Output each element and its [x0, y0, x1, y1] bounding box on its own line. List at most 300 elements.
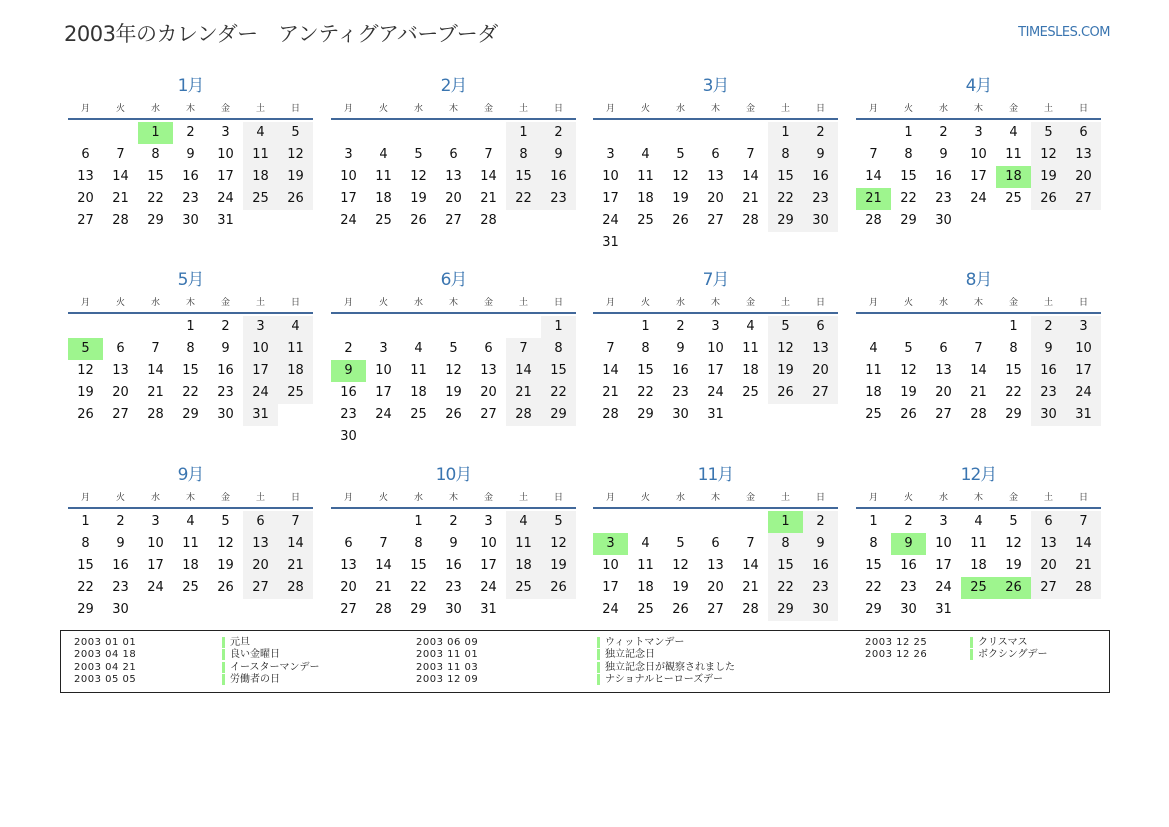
day-cell: 14 [112, 169, 129, 184]
weekday-label: 月 [343, 103, 353, 114]
holiday-column-2 [416, 636, 735, 686]
day-cell: 1 [186, 319, 195, 334]
day-cell: 15 [541, 360, 576, 382]
day-cell: 26 [672, 602, 689, 617]
week-row [68, 188, 313, 210]
empty-day-cell [733, 511, 768, 533]
day-cell: 17 [970, 169, 987, 184]
week-row [593, 188, 838, 210]
day-cell: 4 [186, 514, 195, 529]
day-cell: 21 [147, 385, 164, 400]
day-cell: 7 [506, 338, 541, 360]
weekday-label: 水 [150, 492, 160, 503]
empty-day-cell [803, 404, 838, 426]
day-cell: 26 [900, 407, 917, 422]
week-row [593, 599, 838, 621]
day-cell: 26 [1031, 188, 1066, 210]
day-cell: 23 [935, 191, 952, 206]
day-cell: 16 [112, 558, 129, 573]
week-row [856, 511, 1101, 533]
holiday-column-3 [865, 636, 1048, 661]
weekday-label: 火 [378, 297, 388, 308]
day-cell: 12 [1031, 144, 1066, 166]
weekday-label: 火 [115, 492, 125, 503]
empty-day-cell [628, 232, 663, 254]
weekday-label: 水 [938, 103, 948, 114]
month-title: 7月 [702, 270, 729, 290]
header-rule [593, 507, 838, 509]
weekday-label: 火 [640, 492, 650, 503]
week-row [331, 426, 576, 448]
day-cell: 11 [742, 341, 759, 356]
empty-day-cell [471, 122, 506, 144]
weekday-header [856, 292, 1101, 310]
week-row [331, 188, 576, 210]
empty-day-cell [331, 316, 366, 338]
day-cell: 17 [602, 191, 619, 206]
holiday-item [416, 636, 735, 649]
day-cell: 26 [217, 580, 234, 595]
month-title: 1月 [177, 76, 204, 96]
day-cell: 6 [484, 341, 493, 356]
day-cell: 1 [541, 316, 576, 338]
month-title: 8月 [965, 270, 992, 290]
holiday-name: イースターマンデー [222, 662, 320, 673]
day-cell: 10 [147, 536, 164, 551]
week-row [593, 316, 838, 338]
day-cell: 10 [602, 169, 619, 184]
empty-day-cell [436, 316, 471, 338]
day-cell: 29 [900, 213, 917, 228]
day-cell: 5 [904, 341, 913, 356]
day-cell: 19 [278, 166, 313, 188]
weekday-header [593, 292, 838, 310]
day-cell: 23 [541, 188, 576, 210]
empty-day-cell [68, 122, 103, 144]
day-cell: 24 [147, 580, 164, 595]
holiday-item [416, 649, 735, 662]
empty-day-cell [593, 316, 628, 338]
weekday-header [593, 98, 838, 116]
day-cell: 2 [803, 511, 838, 533]
holiday-name: 独立記念日 [597, 649, 655, 660]
week-row [68, 166, 313, 188]
week-row [856, 316, 1101, 338]
week-row [856, 360, 1101, 382]
weekday-label: 日 [553, 297, 563, 308]
day-cell: 28 [1066, 577, 1101, 599]
day-cell: 10 [243, 338, 278, 360]
day-cell: 24 [340, 213, 357, 228]
day-cell: 10 [1066, 338, 1101, 360]
day-cell: 1 [1009, 319, 1018, 334]
day-cell: 11 [637, 558, 654, 573]
empty-day-cell [173, 599, 208, 621]
day-cell: 18 [865, 385, 882, 400]
weekday-label: 金 [483, 297, 493, 308]
week-row [331, 360, 576, 382]
day-cell: 18 [970, 558, 987, 573]
day-cell: 3 [151, 514, 160, 529]
day-cell: 6 [1066, 122, 1101, 144]
week-row [593, 382, 838, 404]
weekday-label: 月 [605, 103, 615, 114]
day-cell: 4 [278, 316, 313, 338]
day-cell: 2 [803, 122, 838, 144]
holiday-list [60, 630, 1110, 693]
day-cell: 5 [414, 147, 423, 162]
weekday-label: 月 [605, 492, 615, 503]
week-row [68, 577, 313, 599]
empty-day-cell [506, 316, 541, 338]
holiday-day-cell: 1 [138, 122, 173, 144]
day-cell: 18 [506, 555, 541, 577]
holiday-day-cell: 9 [891, 533, 926, 555]
day-cell: 30 [112, 602, 129, 617]
day-cell: 7 [869, 147, 878, 162]
day-cell: 4 [1009, 125, 1018, 140]
day-cell: 9 [186, 147, 195, 162]
weekday-label: 火 [640, 103, 650, 114]
day-cell: 9 [221, 341, 230, 356]
weekday-label: 金 [483, 103, 493, 114]
day-cell: 11 [970, 536, 987, 551]
month-6 [331, 268, 576, 448]
weekday-label: 月 [868, 492, 878, 503]
week-row [331, 122, 576, 144]
week-row [856, 210, 1101, 232]
week-row [331, 144, 576, 166]
day-cell: 17 [1066, 360, 1101, 382]
empty-day-cell [366, 122, 401, 144]
day-cell: 9 [803, 144, 838, 166]
header-rule [856, 312, 1101, 314]
day-cell: 2 [186, 125, 195, 140]
week-row [331, 316, 576, 338]
day-cell: 3 [974, 125, 983, 140]
day-cell: 28 [112, 213, 129, 228]
day-cell: 19 [77, 385, 94, 400]
day-cell: 15 [768, 555, 803, 577]
week-row [68, 555, 313, 577]
day-cell: 16 [445, 558, 462, 573]
day-cell: 13 [340, 558, 357, 573]
empty-day-cell [1031, 599, 1066, 621]
week-row [68, 360, 313, 382]
day-cell: 9 [939, 147, 948, 162]
weekday-label: 月 [868, 297, 878, 308]
day-cell: 7 [1066, 511, 1101, 533]
day-cell: 11 [1005, 147, 1022, 162]
weekday-label: 土 [780, 103, 790, 114]
day-cell: 7 [278, 511, 313, 533]
week-row [68, 122, 313, 144]
day-cell: 18 [278, 360, 313, 382]
day-cell: 26 [77, 407, 94, 422]
day-cell: 26 [672, 213, 689, 228]
weekday-label: 木 [710, 492, 720, 503]
day-cell: 20 [1031, 555, 1066, 577]
day-cell: 14 [602, 363, 619, 378]
holiday-column-1 [74, 636, 320, 686]
day-cell: 31 [602, 235, 619, 250]
weekday-label: 金 [220, 103, 230, 114]
day-cell: 22 [865, 580, 882, 595]
day-cell: 5 [1031, 122, 1066, 144]
day-cell: 6 [449, 147, 458, 162]
week-row [68, 316, 313, 338]
weekday-label: 日 [1078, 492, 1088, 503]
month-title: 9月 [177, 465, 204, 485]
day-cell: 22 [506, 188, 541, 210]
holiday-name: 良い金曜日 [222, 649, 280, 660]
holiday-item [865, 649, 1048, 662]
day-cell: 21 [112, 191, 129, 206]
weekday-label: 木 [448, 297, 458, 308]
header-rule [331, 118, 576, 120]
week-row [68, 338, 313, 360]
day-cell: 11 [506, 533, 541, 555]
day-cell: 22 [541, 382, 576, 404]
holiday-day-cell: 1 [768, 511, 803, 533]
day-cell: 15 [1005, 363, 1022, 378]
day-cell: 17 [935, 558, 952, 573]
day-cell: 11 [278, 338, 313, 360]
weekday-label: 金 [745, 297, 755, 308]
site-name[interactable]: TIMESLES.COM [1018, 25, 1110, 40]
day-cell: 12 [541, 533, 576, 555]
month-title: 10月 [435, 465, 472, 485]
day-cell: 4 [506, 511, 541, 533]
week-row [331, 338, 576, 360]
month-7 [593, 268, 838, 426]
weekday-label: 木 [710, 297, 720, 308]
holiday-item [865, 636, 1048, 649]
empty-day-cell [961, 210, 996, 232]
weekday-label: 水 [413, 492, 423, 503]
day-cell: 26 [541, 577, 576, 599]
day-cell: 14 [278, 533, 313, 555]
day-cell: 18 [243, 166, 278, 188]
day-cell: 7 [484, 147, 493, 162]
empty-day-cell [768, 232, 803, 254]
week-row [593, 338, 838, 360]
day-cell: 6 [81, 147, 90, 162]
day-cell: 3 [379, 341, 388, 356]
day-cell: 17 [340, 191, 357, 206]
day-cell: 24 [243, 382, 278, 404]
day-cell: 16 [340, 385, 357, 400]
day-cell: 4 [641, 147, 650, 162]
day-cell: 8 [1009, 341, 1018, 356]
day-cell: 7 [746, 536, 755, 551]
month-title: 3月 [702, 76, 729, 96]
day-cell: 27 [935, 407, 952, 422]
day-cell: 9 [116, 536, 125, 551]
day-cell: 7 [379, 536, 388, 551]
holiday-date: 2003 12 09 [416, 674, 479, 686]
day-cell: 2 [1031, 316, 1066, 338]
day-cell: 31 [935, 602, 952, 617]
weekday-label: 水 [413, 297, 423, 308]
day-cell: 21 [742, 580, 759, 595]
week-row [856, 188, 1101, 210]
empty-day-cell [243, 599, 278, 621]
holiday-day-cell: 3 [593, 533, 628, 555]
day-cell: 2 [904, 514, 913, 529]
day-cell: 24 [1066, 382, 1101, 404]
day-cell: 21 [1066, 555, 1101, 577]
empty-day-cell [506, 426, 541, 448]
day-cell: 15 [865, 558, 882, 573]
month-title: 12月 [960, 465, 997, 485]
day-cell: 15 [506, 166, 541, 188]
empty-day-cell [663, 122, 698, 144]
empty-day-cell [961, 316, 996, 338]
day-cell: 8 [869, 536, 878, 551]
day-cell: 27 [445, 213, 462, 228]
day-cell: 23 [900, 580, 917, 595]
day-cell: 11 [375, 169, 392, 184]
day-cell: 18 [182, 558, 199, 573]
day-cell: 2 [221, 319, 230, 334]
day-cell: 23 [217, 385, 234, 400]
day-cell: 30 [935, 213, 952, 228]
day-cell: 24 [602, 213, 619, 228]
day-cell: 6 [243, 511, 278, 533]
day-cell: 7 [746, 147, 755, 162]
day-cell: 22 [1005, 385, 1022, 400]
day-cell: 13 [1031, 533, 1066, 555]
day-cell: 17 [147, 558, 164, 573]
day-cell: 2 [344, 341, 353, 356]
month-5 [68, 268, 313, 426]
weekday-header [331, 487, 576, 505]
day-cell: 6 [344, 536, 353, 551]
day-cell: 27 [803, 382, 838, 404]
day-cell: 29 [147, 213, 164, 228]
holiday-date: 2003 11 01 [416, 649, 479, 661]
day-cell: 14 [147, 363, 164, 378]
page-title: 2003年のカレンダー アンティグアバーブーダ [64, 22, 498, 46]
day-cell: 29 [637, 407, 654, 422]
week-row [68, 404, 313, 426]
header-rule [593, 312, 838, 314]
day-cell: 1 [81, 514, 90, 529]
day-cell: 17 [480, 558, 497, 573]
day-cell: 21 [278, 555, 313, 577]
day-cell: 31 [707, 407, 724, 422]
week-row [331, 382, 576, 404]
weekday-label: 月 [868, 103, 878, 114]
day-cell: 4 [974, 514, 983, 529]
weekday-label: 金 [220, 492, 230, 503]
day-cell: 29 [1005, 407, 1022, 422]
day-cell: 25 [182, 580, 199, 595]
day-cell: 26 [278, 188, 313, 210]
day-cell: 22 [182, 385, 199, 400]
day-cell: 3 [711, 319, 720, 334]
day-cell: 25 [637, 213, 654, 228]
day-cell: 23 [112, 580, 129, 595]
day-cell: 2 [116, 514, 125, 529]
weekday-label: 日 [290, 492, 300, 503]
day-cell: 10 [217, 147, 234, 162]
week-row [68, 599, 313, 621]
empty-day-cell [593, 122, 628, 144]
day-cell: 15 [768, 166, 803, 188]
empty-day-cell [471, 426, 506, 448]
week-row [856, 533, 1101, 555]
day-cell: 5 [676, 536, 685, 551]
month-title: 5月 [177, 270, 204, 290]
day-cell: 3 [606, 147, 615, 162]
day-cell: 23 [182, 191, 199, 206]
weekday-label: 土 [255, 103, 265, 114]
empty-day-cell [243, 210, 278, 232]
day-cell: 10 [375, 363, 392, 378]
day-cell: 11 [865, 363, 882, 378]
day-cell: 12 [672, 558, 689, 573]
day-cell: 5 [676, 147, 685, 162]
week-row [856, 382, 1101, 404]
day-cell: 30 [340, 429, 357, 444]
day-cell: 15 [77, 558, 94, 573]
month-title: 2月 [440, 76, 467, 96]
day-cell: 8 [768, 533, 803, 555]
empty-day-cell [961, 599, 996, 621]
day-cell: 12 [217, 536, 234, 551]
weekday-label: 土 [518, 103, 528, 114]
holiday-date: 2003 04 21 [74, 661, 137, 673]
day-cell: 12 [768, 338, 803, 360]
day-cell: 24 [602, 602, 619, 617]
empty-day-cell [593, 511, 628, 533]
day-cell: 25 [243, 188, 278, 210]
empty-day-cell [208, 599, 243, 621]
day-cell: 3 [939, 514, 948, 529]
weekday-label: 火 [378, 103, 388, 114]
month-2 [331, 74, 576, 232]
header-rule [68, 507, 313, 509]
weekday-header [331, 98, 576, 116]
weekday-label: 日 [553, 492, 563, 503]
week-row [331, 599, 576, 621]
day-cell: 20 [707, 580, 724, 595]
day-cell: 4 [243, 122, 278, 144]
week-row [331, 404, 576, 426]
day-cell: 14 [375, 558, 392, 573]
weekday-label: 土 [1043, 103, 1053, 114]
empty-day-cell [1066, 599, 1101, 621]
day-cell: 12 [445, 363, 462, 378]
day-cell: 23 [803, 188, 838, 210]
day-cell: 21 [970, 385, 987, 400]
weekday-label: 火 [115, 297, 125, 308]
day-cell: 22 [900, 191, 917, 206]
day-cell: 17 [602, 580, 619, 595]
month-title: 6月 [440, 270, 467, 290]
day-cell: 10 [935, 536, 952, 551]
day-cell: 15 [900, 169, 917, 184]
holiday-date: 2003 05 05 [74, 674, 137, 686]
weekday-label: 水 [150, 297, 160, 308]
day-cell: 12 [1005, 536, 1022, 551]
day-cell: 3 [1066, 316, 1101, 338]
day-cell: 12 [900, 363, 917, 378]
week-row [68, 382, 313, 404]
weekday-label: 日 [815, 492, 825, 503]
